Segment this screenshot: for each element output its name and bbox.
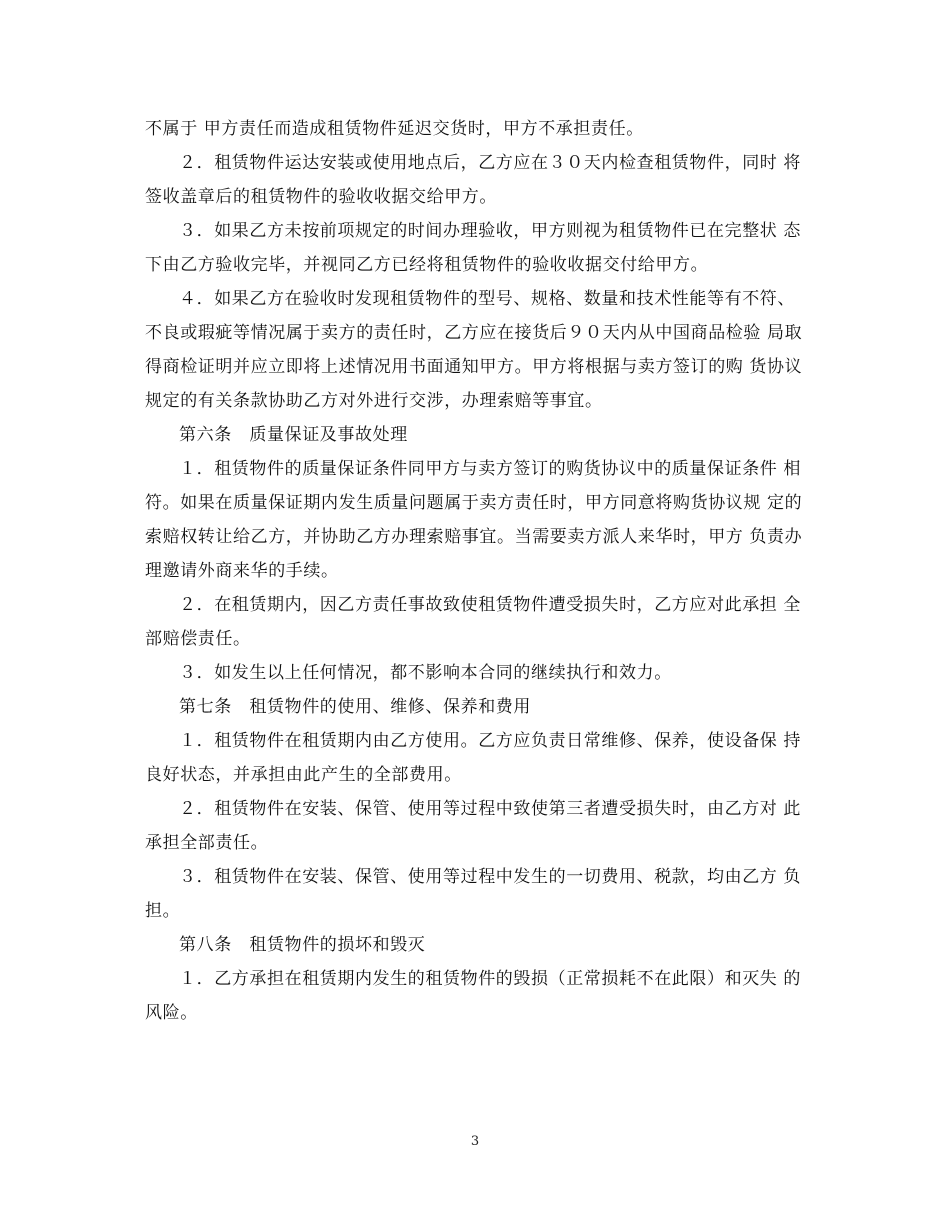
paragraph-6-1-warranty: １．租赁物件的质量保证条件同甲方与卖方签订的购货协议中的质量保证条件 相符。如果在质量保证期内发生质量问题属于卖方责任时，甲方同意将购货协议规 定的索赔权转让给乙方，并协助乙方办理索赔事宜。当需要卖方派人来华时，甲方 负责办理邀请外商来华的手续。 xyxy=(145,459,803,581)
article-6-heading: 第六条 质量保证及事故处理 xyxy=(179,425,408,445)
paragraph-5-2-inspection: ２．租赁物件运达安装或使用地点后，乙方应在３０天内检查租赁物件，同时 将签收盖章后的租赁物件的验收收据交给甲方。 xyxy=(145,153,802,207)
paragraph-7-3-costs: ３．租赁物件在安装、保管、使用等过程中发生的一切费用、税款，均由乙方 负担。 xyxy=(145,867,802,921)
paragraph-delay-liability: 不属于 甲方责任而造成租赁物件延迟交货时，甲方不承担责任。 xyxy=(145,119,644,139)
paragraph-6-2-damage: ２．在租赁期内，因乙方责任事故致使租赁物件遭受损失时，乙方应对此承担 全部赔偿责任。 xyxy=(145,595,802,649)
paragraph-5-4-defects: ４．如果乙方在验收时发现租赁物件的型号、规格、数量和技术性能等有不符、 不良或瑕疵等情况属于卖方的责任时，乙方应在接货后９０天内从中国商品检验 局取得商检证明并应立即将上述情况用书面通知甲方。甲方将根据与卖方签订的购 货协议规定的有关条款协助乙方对外进行交涉，办理索赔等事宜。 xyxy=(145,289,803,411)
article-8-heading: 第八条 租赁物件的损坏和毁灭 xyxy=(179,935,426,955)
paragraph-7-1-use: １．租赁物件在租赁期内由乙方使用。乙方应负责日常维修、保养，使设备保 持良好状态，并承担由此产生的全部费用。 xyxy=(145,731,802,785)
paragraph-7-2-third-party: ２．租赁物件在安装、保管、使用等过程中致使第三者遭受损失时，由乙方对 此承担全部责任。 xyxy=(145,799,802,853)
document-body xyxy=(145,112,810,1030)
paragraph-6-3-effect: ３．如发生以上任何情况，都不影响本合同的继续执行和效力。 xyxy=(179,663,672,683)
page-number: 3 xyxy=(470,1134,480,1149)
paragraph-5-3-acceptance: ３．如果乙方未按前项规定的时间办理验收，甲方则视为租赁物件已在完整状 态下由乙方验收完毕，并视同乙方已经将租赁物件的验收收据交付给甲方。 xyxy=(145,221,802,275)
article-7-heading: 第七条 租赁物件的使用、维修、保养和费用 xyxy=(179,697,531,717)
paragraph-8-1-risk: １．乙方承担在租赁期内发生的租赁物件的毁损（正常损耗不在此限）和灭失 的风险。 xyxy=(145,969,802,1023)
